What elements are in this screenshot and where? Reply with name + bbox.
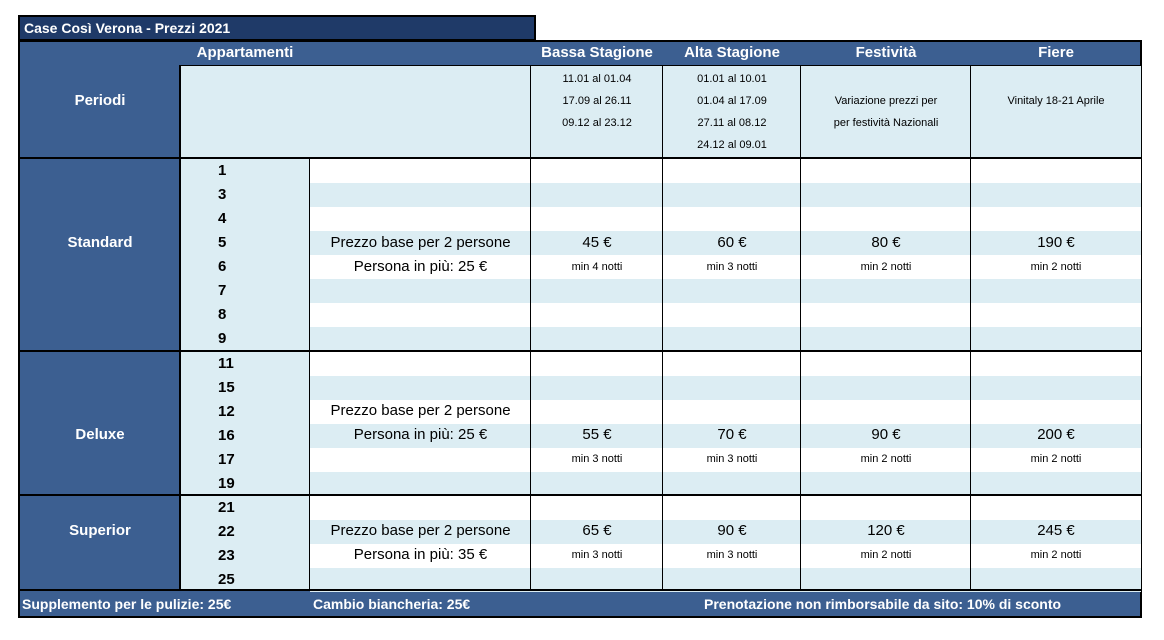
table-row	[310, 352, 1141, 376]
group-label-standard: Standard	[67, 234, 133, 251]
standard-alta-min: min 3 notti	[706, 261, 758, 273]
superior-desc-extra: Persona in più: 35 €	[353, 546, 488, 563]
border-left-alta	[662, 65, 663, 590]
border-left-fiere	[970, 65, 971, 590]
standard-festivita-min: min 2 notti	[860, 261, 912, 273]
apartment-number: 17	[218, 451, 235, 468]
deluxe-desc-extra: Persona in più: 25 €	[353, 426, 488, 443]
apartment-number: 11	[218, 355, 234, 372]
table-row	[310, 327, 1141, 351]
standard-desc-base: Prezzo base per 2 persone	[330, 234, 511, 251]
table-row	[310, 279, 1141, 303]
border-left-appartamenti	[179, 65, 181, 590]
header-appartamenti: Appartamenti	[196, 44, 294, 61]
border-left-description	[309, 158, 310, 590]
deluxe-fiere-min: min 2 notti	[1030, 453, 1082, 465]
periodi-alta-4: 24.12 al 09.01	[697, 139, 767, 151]
apartment-number: 6	[218, 258, 227, 275]
periodi-bassa-3: 09.12 al 23.12	[562, 117, 632, 129]
apartment-number: 12	[218, 403, 235, 420]
standard-bassa-price: 45 €	[582, 234, 612, 251]
superior-alta-price: 90 €	[717, 522, 747, 539]
table-row	[310, 303, 1141, 327]
table-row	[310, 496, 1141, 520]
sheet-title: Case Così Verona - Prezzi 2021	[18, 15, 536, 41]
periodi-alta-2: 01.04 al 17.09	[697, 95, 767, 107]
superior-fiere-min: min 2 notti	[1030, 549, 1082, 561]
border-under-deluxe	[18, 494, 1142, 496]
deluxe-alta-min: min 3 notti	[706, 453, 758, 465]
deluxe-bassa-min: min 3 notti	[571, 453, 623, 465]
periodi-festivita	[801, 90, 971, 134]
periodi-alta-3: 27.11 al 08.12	[697, 117, 767, 129]
periodi-alta-1: 01.01 al 10.01	[697, 73, 767, 85]
superior-alta-min: min 3 notti	[706, 549, 758, 561]
apartment-number: 23	[218, 547, 235, 564]
table-row	[310, 376, 1141, 400]
deluxe-fiere-price: 200 €	[1037, 426, 1075, 443]
group-label-deluxe: Deluxe	[75, 426, 125, 443]
periodi-bassa	[531, 68, 663, 134]
apartment-number: 5	[218, 234, 227, 251]
standard-alta-price: 60 €	[717, 234, 747, 251]
header-fiere: Fiere	[1038, 44, 1074, 61]
apartment-number: 3	[218, 186, 227, 203]
apartment-number: 7	[218, 282, 227, 299]
periodi-label: Periodi	[74, 92, 126, 109]
periodi-alta	[663, 68, 801, 156]
standard-desc-extra: Persona in più: 25 €	[353, 258, 488, 275]
periodi-bassa-1: 11.01 al 01.04	[562, 73, 632, 85]
superior-fiere-price: 245 €	[1037, 522, 1075, 539]
border-under-standard	[18, 350, 1142, 352]
apartment-number: 15	[218, 379, 235, 396]
header-alta-stagione: Alta Stagione	[684, 44, 780, 61]
standard-festivita-price: 80 €	[871, 234, 901, 251]
border-left-bassa	[530, 65, 531, 590]
periodi-fiere: Vinitaly 18-21 Aprile	[1007, 95, 1105, 107]
apartment-number: 22	[218, 523, 235, 540]
header-bassa-stagione: Bassa Stagione	[541, 44, 653, 61]
border-under-header	[179, 65, 1142, 66]
border-left-festivita	[800, 65, 801, 590]
apartment-number: 9	[218, 330, 227, 347]
apartment-number: 1	[218, 162, 227, 179]
border-under-periodi	[18, 157, 1142, 159]
table-row	[310, 207, 1141, 231]
superior-festivita-min: min 2 notti	[860, 549, 912, 561]
superior-bassa-price: 65 €	[582, 522, 612, 539]
apartment-number: 25	[218, 571, 235, 588]
apartment-number: 21	[218, 499, 235, 516]
standard-fiere-min: min 2 notti	[1030, 261, 1082, 273]
periodi-festivita-1: Variazione prezzi per	[834, 95, 938, 107]
apartment-number: 4	[218, 210, 227, 227]
footer-prenotazione: Prenotazione non rimborsabile da sito: 10% di sconto	[704, 596, 1062, 612]
border-above-footer	[18, 589, 1142, 591]
apartment-number: 16	[218, 427, 235, 444]
table-row	[310, 183, 1141, 207]
deluxe-festivita-min: min 2 notti	[860, 453, 912, 465]
periodi-bassa-2: 17.09 al 26.11	[562, 95, 632, 107]
deluxe-festivita-price: 90 €	[871, 426, 901, 443]
superior-desc-base: Prezzo base per 2 persone	[330, 522, 511, 539]
footer-biancheria: Cambio biancheria: 25€	[313, 596, 471, 612]
standard-bassa-min: min 4 notti	[571, 261, 623, 273]
footer-pulizie: Supplemento per le pulizie: 25€	[22, 596, 232, 612]
table-row	[310, 159, 1141, 183]
deluxe-desc-base: Prezzo base per 2 persone	[330, 402, 511, 419]
superior-bassa-min: min 3 notti	[571, 549, 623, 561]
standard-fiere-price: 190 €	[1037, 234, 1075, 251]
deluxe-bassa-price: 55 €	[582, 426, 612, 443]
deluxe-alta-price: 70 €	[717, 426, 747, 443]
group-label-superior: Superior	[69, 522, 131, 539]
periodi-festivita-2: per festività Nazionali	[833, 117, 939, 129]
apartment-number: 19	[218, 475, 235, 492]
header-festivita: Festività	[855, 44, 917, 61]
apartment-number: 8	[218, 306, 227, 323]
table-row	[310, 472, 1141, 496]
superior-festivita-price: 120 €	[867, 522, 905, 539]
